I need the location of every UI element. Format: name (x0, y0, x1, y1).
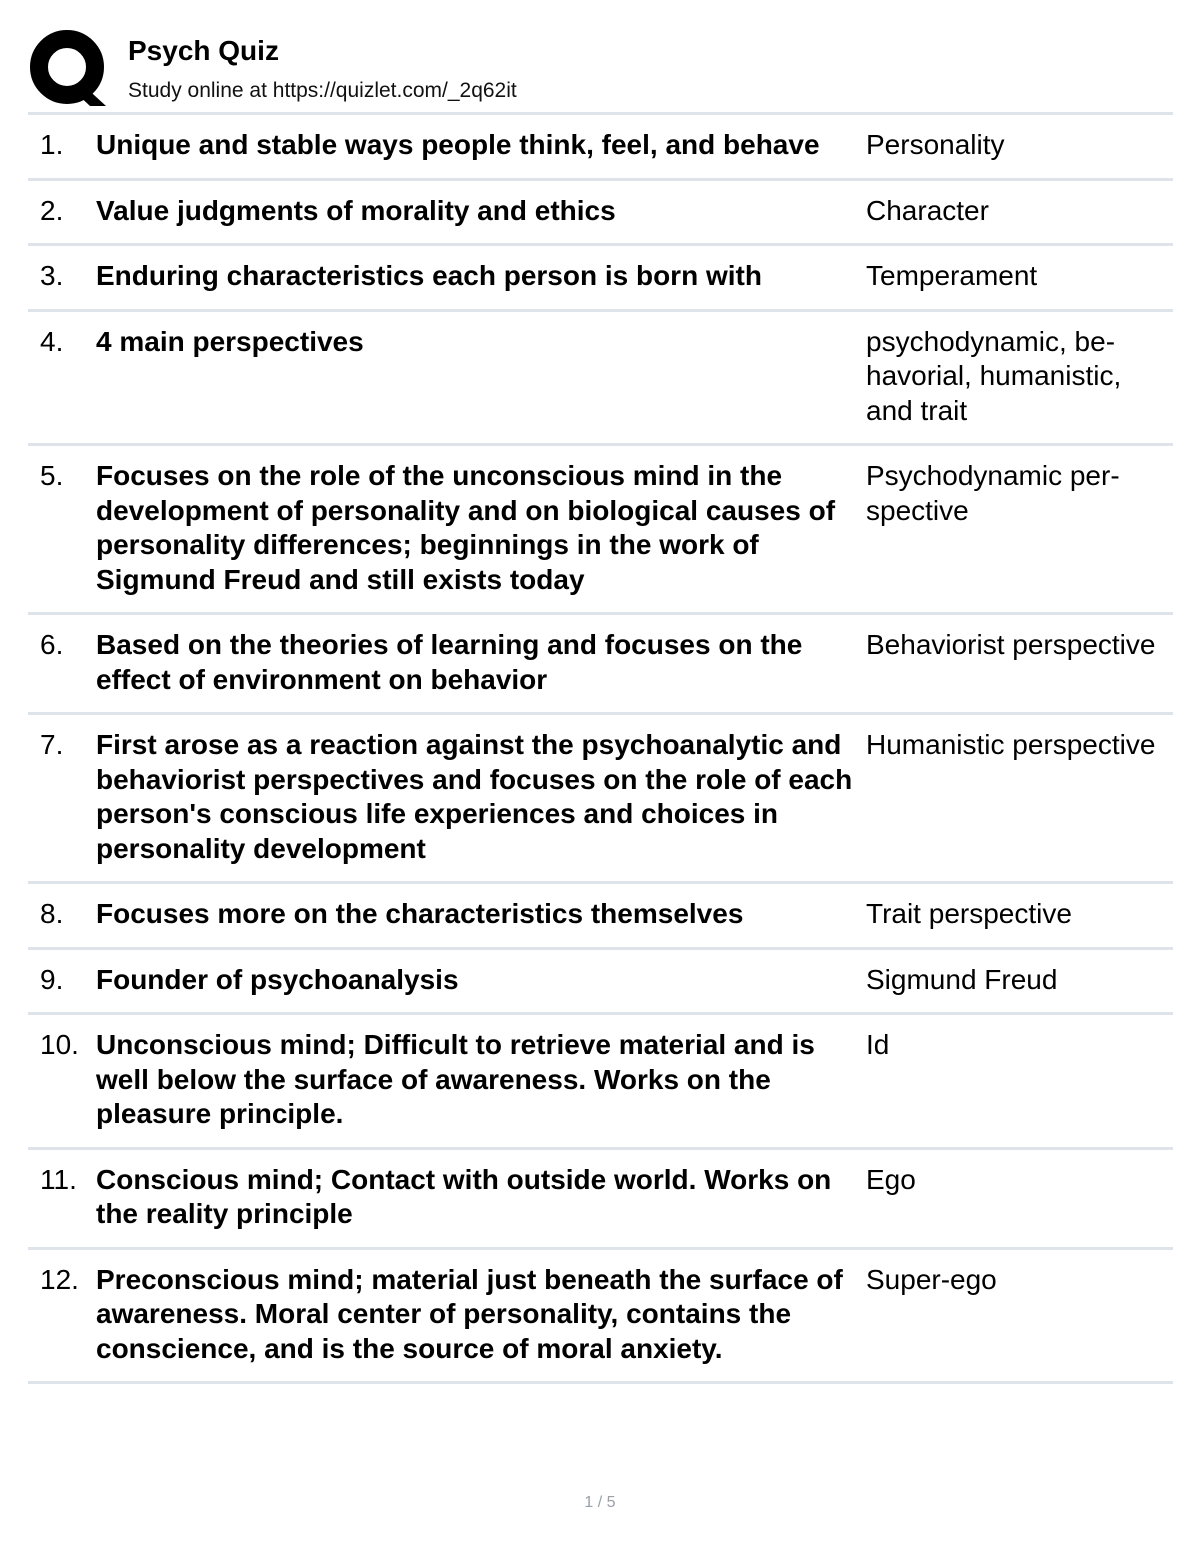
card-number: 5. (40, 460, 64, 491)
card-number: 10. (40, 1029, 79, 1060)
card-term: Preconscious mind; material just beneath the surface of awareness. Moral center of personality, contains the conscience, and is the source of moral anxiety. (96, 1263, 843, 1364)
flashcard-row (28, 246, 1173, 312)
card-term: Based on the theories of learning and focuses on the effect of environment on behavior (96, 629, 803, 695)
card-definition: Humanistic perspective (866, 729, 1156, 760)
flashcard-row (28, 181, 1173, 247)
card-definition: Sigmund Freud (866, 963, 1058, 995)
card-definition: Psychodynamic perspective (866, 460, 1120, 526)
card-definition: Ego (866, 1163, 916, 1195)
flashcard-row (28, 884, 1173, 950)
card-number: 3. (40, 260, 64, 291)
card-number: 9. (40, 963, 64, 995)
card-definition: psychodynamic, behavorial, humanistic, and trait (866, 325, 1122, 426)
card-term: Conscious mind; Contact with outside world. Works on the reality principle (96, 1163, 832, 1229)
card-term: 4 main perspectives (96, 325, 364, 357)
page-header (30, 30, 1172, 112)
card-number: 4. (40, 325, 64, 357)
card-term: Unique and stable ways people think, feel, and behave (96, 129, 820, 160)
flashcard-row (28, 615, 1173, 715)
page-title: Psych Quiz (128, 35, 279, 66)
card-term: First arose as a reaction against the psychoanalytic and behaviorist perspectives and focuses on the role of each person's conscious life experiences and choices in personality development (96, 729, 853, 864)
flashcard-list (28, 112, 1173, 1384)
flashcard-row (28, 312, 1173, 447)
card-number: 1. (40, 129, 64, 160)
card-number: 12. (40, 1263, 79, 1295)
card-term: Enduring characteristics each person is born with (96, 260, 762, 291)
card-definition: Personality (866, 129, 1005, 160)
quizlet-logo-icon (30, 30, 108, 108)
card-definition: Trait perspective (866, 898, 1072, 929)
card-term: Founder of psychoanalysis (96, 963, 459, 995)
card-term: Unconscious mind; Difficult to retrieve material and is well below the surface of awareness. Works on the pleasure principle. (96, 1029, 815, 1129)
flashcard-row (28, 950, 1173, 1016)
card-definition: Temperament (866, 260, 1038, 291)
card-definition: Character (866, 194, 989, 226)
card-term: Value judgments of morality and ethics (96, 194, 616, 226)
card-number: 8. (40, 898, 64, 929)
flashcard-row (28, 1250, 1173, 1385)
card-term: Focuses on the role of the unconscious mind in the development of personality and on biological causes of personality differences; beginnings in the work of Sigmund Freud and still exists today (96, 460, 836, 595)
card-number: 6. (40, 629, 64, 660)
flashcard-row (28, 715, 1173, 884)
flashcard-row (28, 1015, 1173, 1150)
study-online-link[interactable]: Study online at https://quizlet.com/_2q62it (128, 79, 517, 102)
card-number: 7. (40, 729, 64, 760)
card-term: Focuses more on the characteristics themselves (96, 898, 744, 929)
card-definition: Behaviorist perspective (866, 629, 1156, 660)
card-definition: Id (866, 1029, 890, 1060)
card-number: 11. (40, 1163, 77, 1195)
flashcard-row (28, 1150, 1173, 1250)
flashcard-row (28, 115, 1173, 181)
card-definition: Super-ego (866, 1263, 997, 1295)
page-indicator: 1 / 5 (584, 1494, 616, 1511)
card-number: 2. (40, 194, 64, 226)
flashcard-row (28, 446, 1173, 615)
